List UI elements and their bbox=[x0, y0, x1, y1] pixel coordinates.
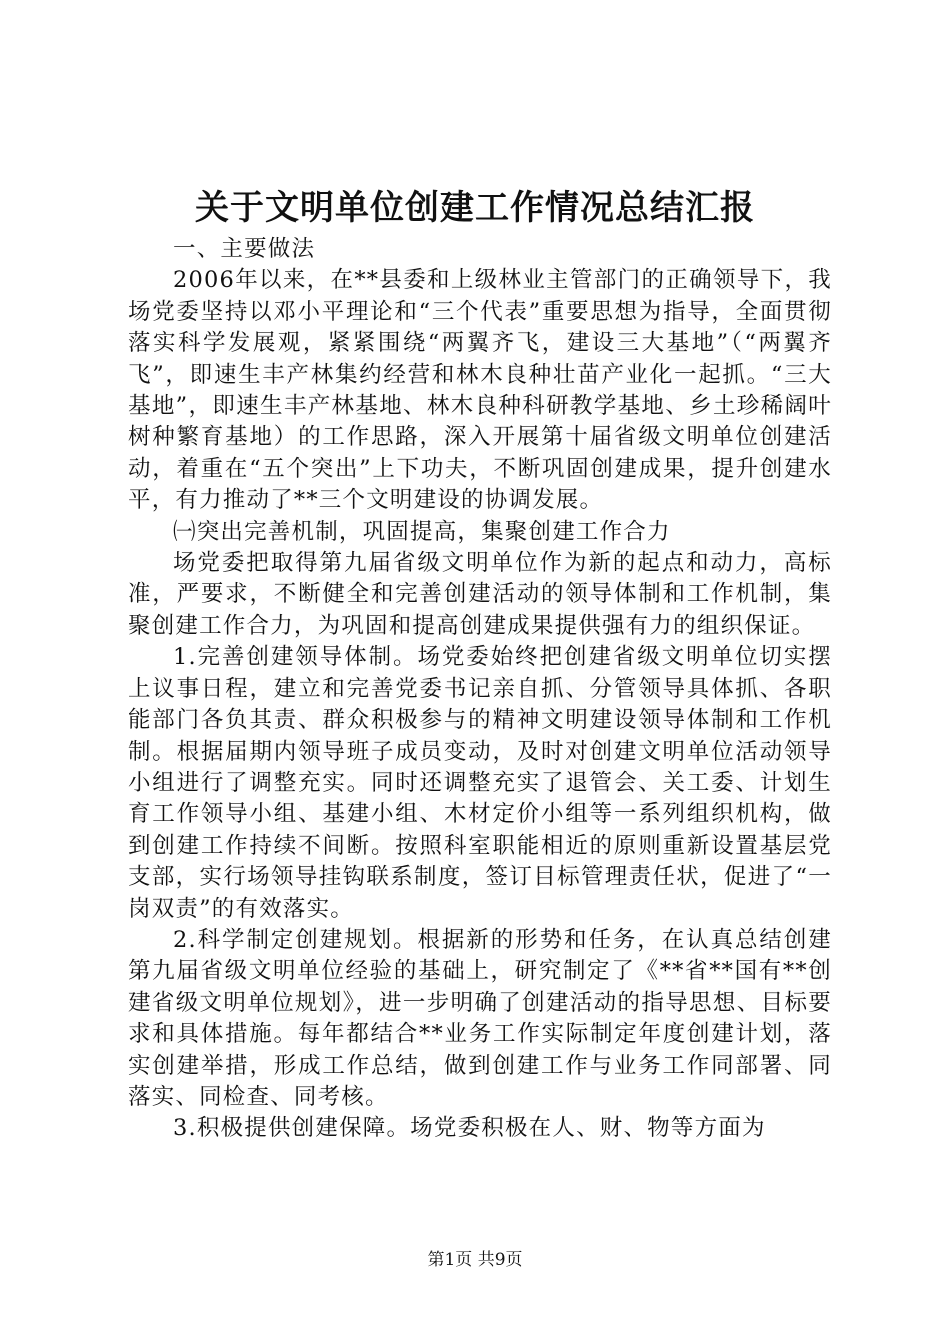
document-title: 关于文明单位创建工作情况总结汇报 bbox=[195, 188, 755, 228]
document-body bbox=[128, 234, 832, 1145]
paragraph: 1.完善创建领导体制。场党委始终把创建省级文明单位切实摆上议事日程，建立和完善党委书记亲自抓、分管领导具体抓、各职能部门各负其责、群众积极参与的精神文明建设领导体制和工作机制。根据届期内领导班子成员变动，及时对创建文明单位活动领导小组进行了调整充实。同时还调整充实了退管会、关工委、计划生育工作领导小组、基建小组、木材定价小组等一系列组织机构，做到创建工作持续不间断。按照科室职能相近的原则重新设置基层党支部，实行场领导挂钩联系制度，签订目标管理责任状，促进了“一岗双责”的有效落实。 bbox=[128, 644, 832, 922]
section-heading: 一、主要做法 bbox=[173, 236, 316, 262]
page-footer: 第1页 共9页 bbox=[427, 1250, 523, 1270]
subsection-heading: ㈠突出完善机制，巩固提高，集聚创建工作合力 bbox=[173, 518, 671, 545]
paragraph: 场党委把取得第九届省级文明单位作为新的起点和动力，高标准，严要求，不断健全和完善创建活动的领导体制和工作机制，集聚创建工作合力，为巩固和提高创建成果提供强有力的组织保证。 bbox=[128, 550, 832, 639]
paragraph: 3.积极提供创建保障。场党委积极在人、财、物等方面为 bbox=[173, 1115, 766, 1142]
paragraph: 2.科学制定创建规划。根据新的形势和任务，在认真总结创建第九届省级文明单位经验的基础上，研究制定了《**省**国有**创建省级文明单位规划》，进一步明确了创建活动的指导思想、目标要求和具体措施。每年都结合**业务工作实际制定年度创建计划，落实创建举措，形成工作总结，做到创建工作与业务工作同部署、同落实、同检查、同考核。 bbox=[128, 926, 832, 1110]
paragraph: 2006年以来，在**县委和上级林业主管部门的正确领导下，我场党委坚持以邓小平理论和“三个代表”重要思想为指导，全面贯彻落实科学发展观，紧紧围绕“两翼齐飞，建设三大基地”（“两翼齐飞”，即速生丰产林集约经营和林木良种壮苗产业化一起抓。“三大基地”，即速生丰产林基地、林木良种科研教学基地、乡土珍稀阔叶树种繁育基地）的工作思路，深入开展第十届省级文明单位创建活动，着重在“五个突出”上下功夫，不断巩固创建成果，提升创建水平，有力推动了**三个文明建设的协调发展。 bbox=[128, 267, 832, 514]
